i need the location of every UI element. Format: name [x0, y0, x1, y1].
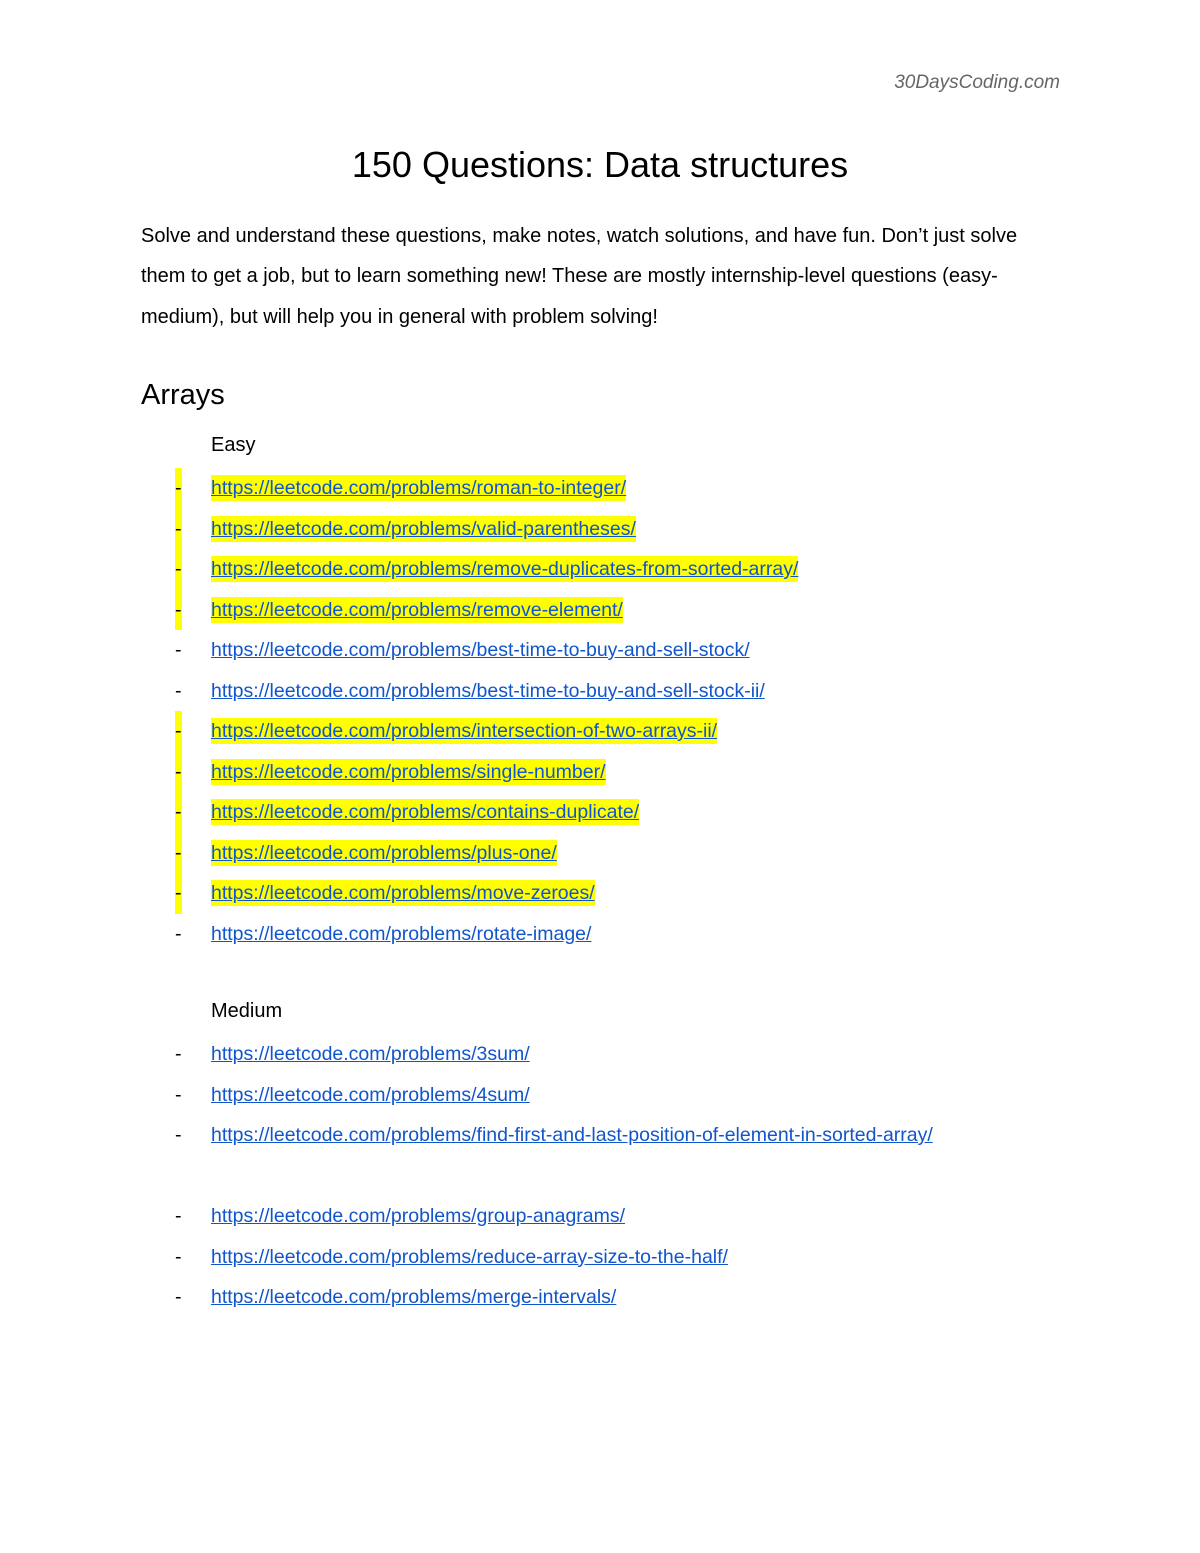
list-bullet-dash: -: [175, 1245, 182, 1268]
list-item: [0, 792, 1200, 833]
list-item: [0, 1034, 1200, 1075]
list-bullet-dash: -: [175, 922, 182, 945]
list-bullet-dash: -: [175, 590, 182, 631]
site-watermark: 30DaysCoding.com: [894, 72, 1060, 93]
list-bullet-dash: -: [175, 873, 182, 914]
list-item: [0, 752, 1200, 793]
page-title: 150 Questions: Data structures: [351, 144, 849, 185]
list-bullet-dash: -: [175, 1124, 182, 1146]
problem-link[interactable]: https://leetcode.com/problems/remove-duplicates-from-sorted-array/: [211, 558, 799, 580]
list-bullet-dash: -: [175, 1205, 182, 1227]
group-label-easy: Easy: [211, 434, 256, 456]
problem-link[interactable]: https://leetcode.com/problems/intersection-of-two-arrays-ii/: [211, 720, 718, 742]
list-item: [0, 1075, 1200, 1116]
problem-link[interactable]: https://leetcode.com/problems/valid-parentheses/: [211, 517, 636, 540]
problem-link[interactable]: https://leetcode.com/problems/best-time-to-buy-and-sell-stock-ii/: [211, 679, 765, 702]
problem-link[interactable]: https://leetcode.com/problems/group-anagrams/: [211, 1205, 626, 1227]
list-bullet-dash: -: [175, 833, 182, 874]
problem-link[interactable]: https://leetcode.com/problems/plus-one/: [211, 841, 557, 864]
list-bullet-dash: -: [175, 639, 182, 661]
list-item: [0, 914, 1200, 955]
list-item: [0, 873, 1200, 914]
list-bullet-dash: -: [175, 509, 182, 550]
group-label-medium: Medium: [211, 1000, 283, 1022]
list-bullet-dash: -: [175, 711, 182, 752]
list-item: [0, 833, 1200, 874]
list-item: [0, 590, 1200, 631]
easy-link-list: [0, 468, 1200, 954]
problem-link[interactable]: https://leetcode.com/problems/find-first-and-last-position-of-element-in-sorted-array/: [211, 1124, 933, 1146]
problem-link[interactable]: https://leetcode.com/problems/remove-element/: [211, 598, 623, 621]
list-bullet-dash: -: [175, 752, 182, 793]
list-bullet-dash: -: [175, 468, 182, 509]
list-item: [0, 630, 1200, 671]
list-bullet-dash: -: [175, 1286, 182, 1308]
list-item: [0, 671, 1200, 712]
intro-paragraph: Solve and understand these questions, make notes, watch solutions, and have fun. Don’t just solve them to get a job, but to learn something new! These are mostly internship-level questions (easy-medium), but will help you in general with problem solving!: [141, 225, 1018, 328]
list-item: [0, 1115, 1200, 1196]
list-item: [0, 509, 1200, 550]
list-bullet-dash: -: [175, 679, 182, 702]
problem-link[interactable]: https://leetcode.com/problems/single-number/: [211, 760, 606, 783]
problem-link[interactable]: https://leetcode.com/problems/move-zeroes/: [211, 882, 595, 904]
list-bullet-dash: -: [175, 1083, 182, 1106]
list-item: [0, 1277, 1200, 1318]
list-item: [0, 1237, 1200, 1278]
problem-link[interactable]: https://leetcode.com/problems/roman-to-integer/: [211, 477, 627, 499]
list-bullet-dash: -: [175, 549, 182, 590]
list-item: [0, 468, 1200, 509]
problem-link[interactable]: https://leetcode.com/problems/merge-intervals/: [211, 1286, 617, 1308]
list-item: [0, 549, 1200, 590]
medium-link-list: [0, 1034, 1200, 1318]
list-item: [0, 1196, 1200, 1237]
section-heading-arrays: Arrays: [141, 379, 225, 411]
list-item: [0, 711, 1200, 752]
list-bullet-dash: -: [175, 1043, 182, 1065]
list-bullet-dash: -: [175, 792, 182, 833]
problem-link[interactable]: https://leetcode.com/problems/rotate-image/: [211, 922, 592, 945]
problem-link[interactable]: https://leetcode.com/problems/best-time-to-buy-and-sell-stock/: [211, 639, 750, 661]
problem-link[interactable]: https://leetcode.com/problems/4sum/: [211, 1083, 530, 1106]
problem-link[interactable]: https://leetcode.com/problems/reduce-array-size-to-the-half/: [211, 1245, 728, 1268]
problem-link[interactable]: https://leetcode.com/problems/contains-duplicate/: [211, 801, 640, 823]
problem-link[interactable]: https://leetcode.com/problems/3sum/: [211, 1043, 530, 1065]
